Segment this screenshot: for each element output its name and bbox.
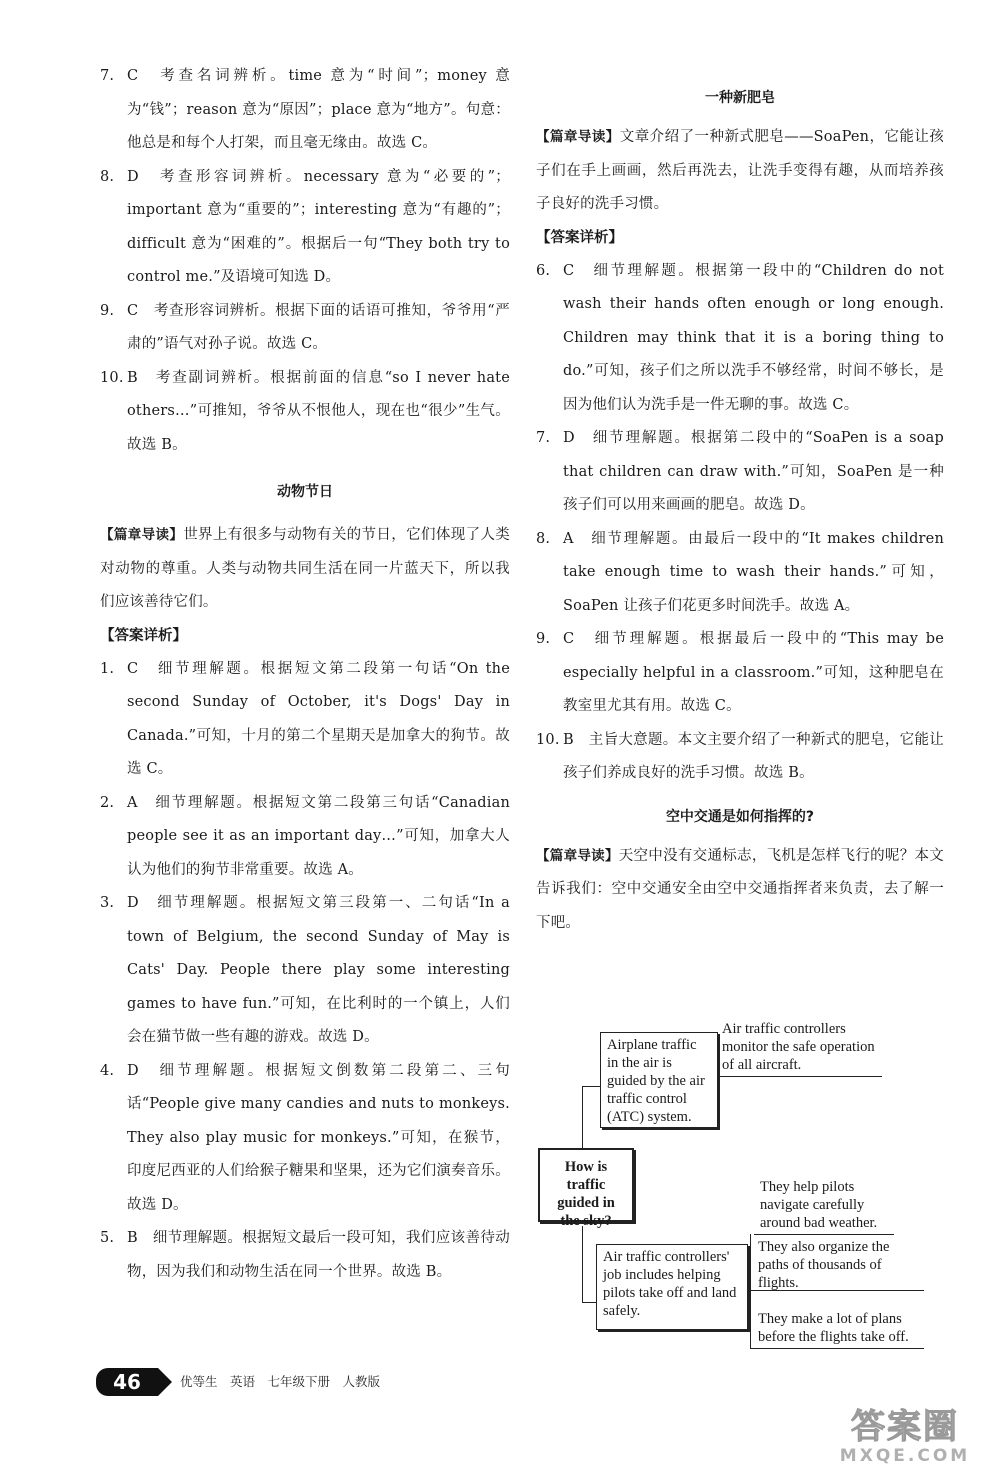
answers-group — [536, 255, 944, 791]
connector-line — [582, 1086, 600, 1087]
paths-detail-text: They also organize the paths of thousands of flights. — [758, 1239, 890, 1291]
page-number: 46 — [96, 1368, 158, 1396]
intro-paragraph: 【篇章导读】文章介绍了一种新式肥皂——SoaPen，它能让孩子们在手上画画，然后再洗去，让洗手变得有趣，从而培养孩子良好的洗手习惯。 — [536, 129, 944, 212]
answers-group — [100, 653, 510, 1290]
right-column — [536, 82, 944, 940]
intro-label: 【篇章导读】 — [536, 129, 620, 145]
answers-group-top — [100, 60, 510, 462]
watermark-title: 答案圈 — [851, 1407, 959, 1447]
detail-underline — [750, 1348, 924, 1349]
intro-paragraph: 【篇章导读】天空中没有交通标志，飞机是怎样飞行的呢？本文告诉我们：空中交通安全由空中交通指挥者来负责，去了解一下吧。 — [536, 847, 944, 931]
weather-detail-text: They help pilots navigate carefully around bad weather. — [760, 1179, 878, 1231]
answer-item: 8. D 考查形容词辨析。necessary 意为“必要的”；important 意为“重要的”；interesting 意为“有趣的”；difficult 意为“困难的”。根据后一句“They both try to control me.”及语境可知选 D。 — [100, 168, 510, 285]
monitor-detail-text: Air traffic controllers monitor the safe operation of all aircraft. — [722, 1021, 875, 1073]
watermark-logo — [820, 1408, 990, 1470]
answer-item: 2. A 细节理解题。根据短文第二段第三句话“Canadian people see it as an important day…”可知，加拿大人认为他们的狗节非常重要。故选 A。 — [100, 794, 510, 878]
section-title-air-traffic: 空中交通是如何指挥的? — [665, 808, 815, 825]
controllers-job-box: Air traffic controllers' job includes helping pilots take off and land safely. — [596, 1244, 748, 1330]
atc-system-box: Airplane traffic in the air is guided by the air traffic control (ATC) system. — [600, 1032, 718, 1128]
plans-detail-text: They make a lot of plans before the flights take off. — [758, 1311, 909, 1345]
footer-book-info: 优等生 英语 七年级下册 人教版 — [180, 1374, 381, 1389]
answer-item: 1. C 细节理解题。根据短文第二段第一句话“On the second Sunday of October, it's Dogs' Day in Canada.”可知，十月的第二个星期天是加拿大的狗节。故选 C。 — [100, 660, 510, 777]
answer-item: 10. B 主旨大意题。本文主要介绍了一种新式的肥皂，它能让孩子们养成良好的洗手习惯。故选 B。 — [536, 731, 944, 781]
watermark-url: MXQE.COM — [839, 1446, 971, 1466]
answer-item: 7. C 考查名词辨析。time 意为“时间”；money 意为“钱”；reason 意为“原因”；place 意为“地方”。句意：他总是和每个人打架，而且毫无缘由。故选 C。 — [100, 68, 510, 151]
connector-line — [750, 1234, 751, 1348]
connector-line — [582, 1226, 583, 1302]
answer-item: 7. D 细节理解题。根据第二段中的“SoaPen is a soap that children can draw with.”可知，SoaPen 是一种孩子们可以用来画画的肥皂。故选 D。 — [536, 430, 944, 513]
answer-item: 9. C 细节理解题。根据最后一段中的“This may be especially helpful in a classroom.”可知，这种肥皂在教室里尤其有用。故选 C。 — [536, 631, 944, 714]
answer-item: 3. D 细节理解题。根据短文第三段第一、二句话“In a town of Belgium, the second Sunday of May is Cats' Day. People there play some interesting games to have fun.”可知，在比利时的一个镇上，人们会在猫节做一些有趣的游戏。故选 D。 — [100, 895, 510, 1045]
air-traffic-mind-map — [536, 1018, 946, 1358]
page-tab-arrow — [158, 1368, 172, 1396]
detail-underline — [754, 1234, 894, 1235]
intro-label: 【篇章导读】 — [100, 527, 184, 543]
connector-line — [582, 1302, 596, 1303]
answer-item: 10. B 考查副词辨析。根据前面的信息“so I never hate others…”可推知，爷爷从不恨他人，现在也“很少”生气。故选 B。 — [100, 369, 510, 453]
intro-label: 【篇章导读】 — [536, 847, 619, 864]
answer-label: 【答案详析】 — [100, 627, 187, 644]
answer-item: 9. C 考查形容词辨析。根据下面的话语可推知，爷爷用“严肃的”语气对孙子说。故选 C。 — [100, 302, 510, 352]
left-column — [100, 60, 510, 1289]
page-footer — [96, 1368, 496, 1396]
section-title-new-soap: 一种新肥皂 — [705, 90, 775, 106]
detail-underline — [750, 1290, 924, 1291]
detail-underline — [720, 1076, 882, 1077]
answer-label: 【答案详析】 — [536, 229, 623, 246]
section-title-animal-festivals: 动物节日 — [277, 484, 333, 500]
center-question-box: How is traffic guided in the sky? — [538, 1148, 634, 1222]
answer-item: 8. A 细节理解题。由最后一段中的“It makes children take enough time to wash their hands.”可知，SoaPen 让孩子们花更多时间洗手。故选 A。 — [536, 530, 944, 614]
answer-item: 6. C 细节理解题。根据第一段中的“Children do not wash their hands often enough or long enough. Children may think that it is a boring thing to do.”可知，孩子们之所以洗手不够经常，时间不够长，是因为他们认为洗手是一件无聊的事。故选 C。 — [536, 262, 944, 413]
intro-paragraph: 【篇章导读】世界上有很多与动物有关的节日，它们体现了人类对动物的尊重。人类与动物共同生活在同一片蓝天下，所以我们应该善待它们。 — [100, 527, 511, 610]
answer-item: 5. B 细节理解题。根据短文最后一段可知，我们应该善待动物，因为我们和动物生活在同一个世界。故选 B。 — [100, 1230, 510, 1280]
answer-item: 4. D 细节理解题。根据短文倒数第二段第二、三句话“People give many candies and nuts to monkeys. They also play music for monkeys.”可知，在猴节，印度尼西亚的人们给猴子糖果和坚果，还为它们演奏音乐。故选 D。 — [100, 1062, 510, 1213]
